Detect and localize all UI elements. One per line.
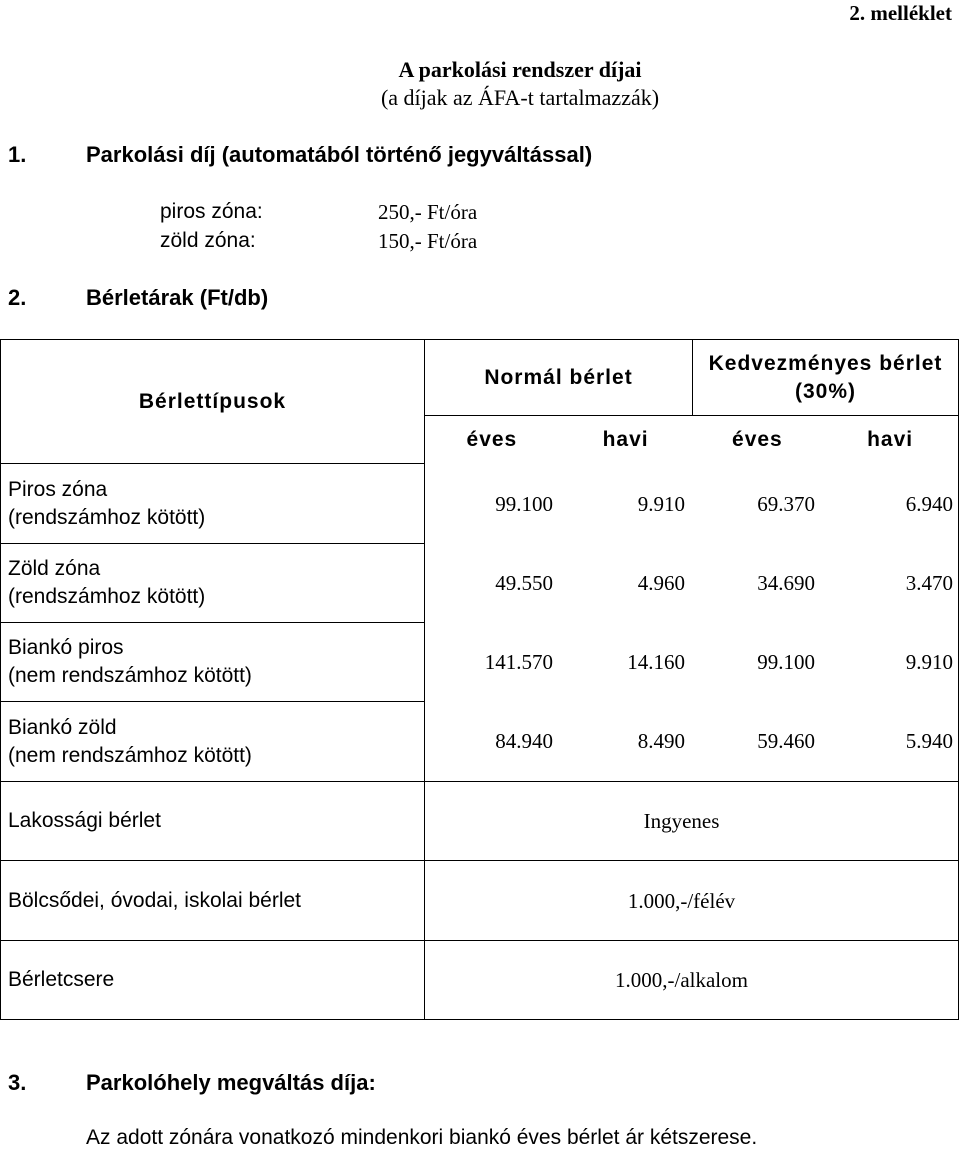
header-discount-line1: Kedvezményes bérlet xyxy=(708,351,943,375)
row-label-green-zone xyxy=(1,544,425,623)
subheader-cell xyxy=(425,416,959,464)
value-discount-yearly: 69.370 xyxy=(757,491,815,516)
row-label-bianco-green xyxy=(1,702,425,782)
row-label-line2: (rendszámhoz kötött) xyxy=(8,585,206,608)
subheader-normal-yearly: éves xyxy=(466,427,518,451)
table-row xyxy=(1,623,959,702)
row-value-school: 1.000,-/félév xyxy=(425,861,959,941)
table-row xyxy=(1,464,959,544)
header-discount-line2: (30%) xyxy=(794,379,857,403)
section-1-number: 1. xyxy=(8,142,27,167)
zone-green-label: zöld zóna: xyxy=(160,229,256,252)
row-label-line2: (nem rendszámhoz kötött) xyxy=(8,743,252,767)
subheader-discount-monthly: havi xyxy=(867,427,914,451)
section-2-number: 2. xyxy=(8,285,27,310)
value-discount-yearly: 59.460 xyxy=(757,729,815,754)
value-normal-monthly: 9.910 xyxy=(637,491,685,516)
zone-green-price: 150,- Ft/óra xyxy=(378,229,478,253)
section-3-number: 3. xyxy=(8,1070,27,1095)
value-normal-yearly: 141.570 xyxy=(484,650,553,674)
row-label-exchange: Bérletcsere xyxy=(1,941,425,1020)
section-3-title: Parkolóhely megváltás díja: xyxy=(86,1070,376,1095)
value-discount-monthly: 9.910 xyxy=(905,650,953,674)
value-normal-monthly: 8.490 xyxy=(637,729,685,754)
row-values xyxy=(425,623,959,702)
table-row xyxy=(1,941,959,1020)
row-values xyxy=(425,544,959,623)
row-label-line1: Zöld zóna xyxy=(8,557,101,580)
zone-red-label: piros zóna: xyxy=(160,200,263,223)
value-normal-yearly: 84.940 xyxy=(495,729,553,754)
header-discount-pass xyxy=(693,340,959,416)
table-row xyxy=(1,861,959,941)
value-normal-monthly: 14.160 xyxy=(627,650,685,674)
row-label-residential: Lakossági bérlet xyxy=(1,782,425,861)
table-header-row xyxy=(1,340,959,416)
value-normal-monthly: 4.960 xyxy=(637,571,685,595)
section-2-heading xyxy=(8,284,268,312)
header-normal-pass: Normál bérlet xyxy=(425,340,693,416)
value-discount-yearly: 99.100 xyxy=(757,650,815,674)
row-label-line1: Piros zóna xyxy=(8,477,108,501)
value-discount-monthly: 6.940 xyxy=(905,491,953,516)
section-1-title: Parkolási díj (automatából történő jegyváltással) xyxy=(86,142,593,167)
section-3-text: Az adott zónára vonatkozó mindenkori biankó éves bérlet ár kétszerese. xyxy=(86,1126,758,1149)
document-title: A parkolási rendszer díjai xyxy=(398,57,642,82)
row-value-exchange: 1.000,-/alkalom xyxy=(425,941,959,1020)
section-1-heading xyxy=(8,141,592,169)
section-3-heading xyxy=(8,1069,376,1097)
tariff-table xyxy=(0,339,959,1020)
subheader-discount-yearly: éves xyxy=(732,427,783,451)
row-label-red-zone xyxy=(1,464,425,544)
row-label-line2: (rendszámhoz kötött) xyxy=(8,505,206,529)
table-row xyxy=(1,702,959,782)
subheader-grid xyxy=(425,426,958,454)
section-2-title: Bérletárak (Ft/db) xyxy=(86,285,269,310)
row-label-school: Bölcsődei, óvodai, iskolai bérlet xyxy=(1,861,425,941)
document-subtitle: (a díjak az ÁFA-t tartalmazzák) xyxy=(380,85,660,110)
value-normal-yearly: 99.100 xyxy=(495,491,553,516)
row-label-line2: (nem rendszámhoz kötött) xyxy=(8,664,252,687)
annex-label: 2. melléklet xyxy=(849,1,952,25)
row-label-line1: Biankó zöld xyxy=(8,715,117,739)
row-value-residential: Ingyenes xyxy=(425,782,959,861)
value-normal-yearly: 49.550 xyxy=(495,571,553,595)
value-discount-yearly: 34.690 xyxy=(757,571,815,595)
row-values xyxy=(425,464,959,544)
zone-red-price: 250,- Ft/óra xyxy=(378,200,478,224)
row-values xyxy=(425,702,959,782)
value-discount-monthly: 3.470 xyxy=(905,571,953,595)
value-discount-monthly: 5.940 xyxy=(905,729,953,754)
subheader-normal-monthly: havi xyxy=(602,427,649,451)
row-label-line1: Biankó piros xyxy=(8,636,124,659)
table-row xyxy=(1,544,959,623)
row-label-bianco-red xyxy=(1,623,425,702)
table-row xyxy=(1,782,959,861)
header-pass-types: Bérlettípusok xyxy=(1,340,425,464)
